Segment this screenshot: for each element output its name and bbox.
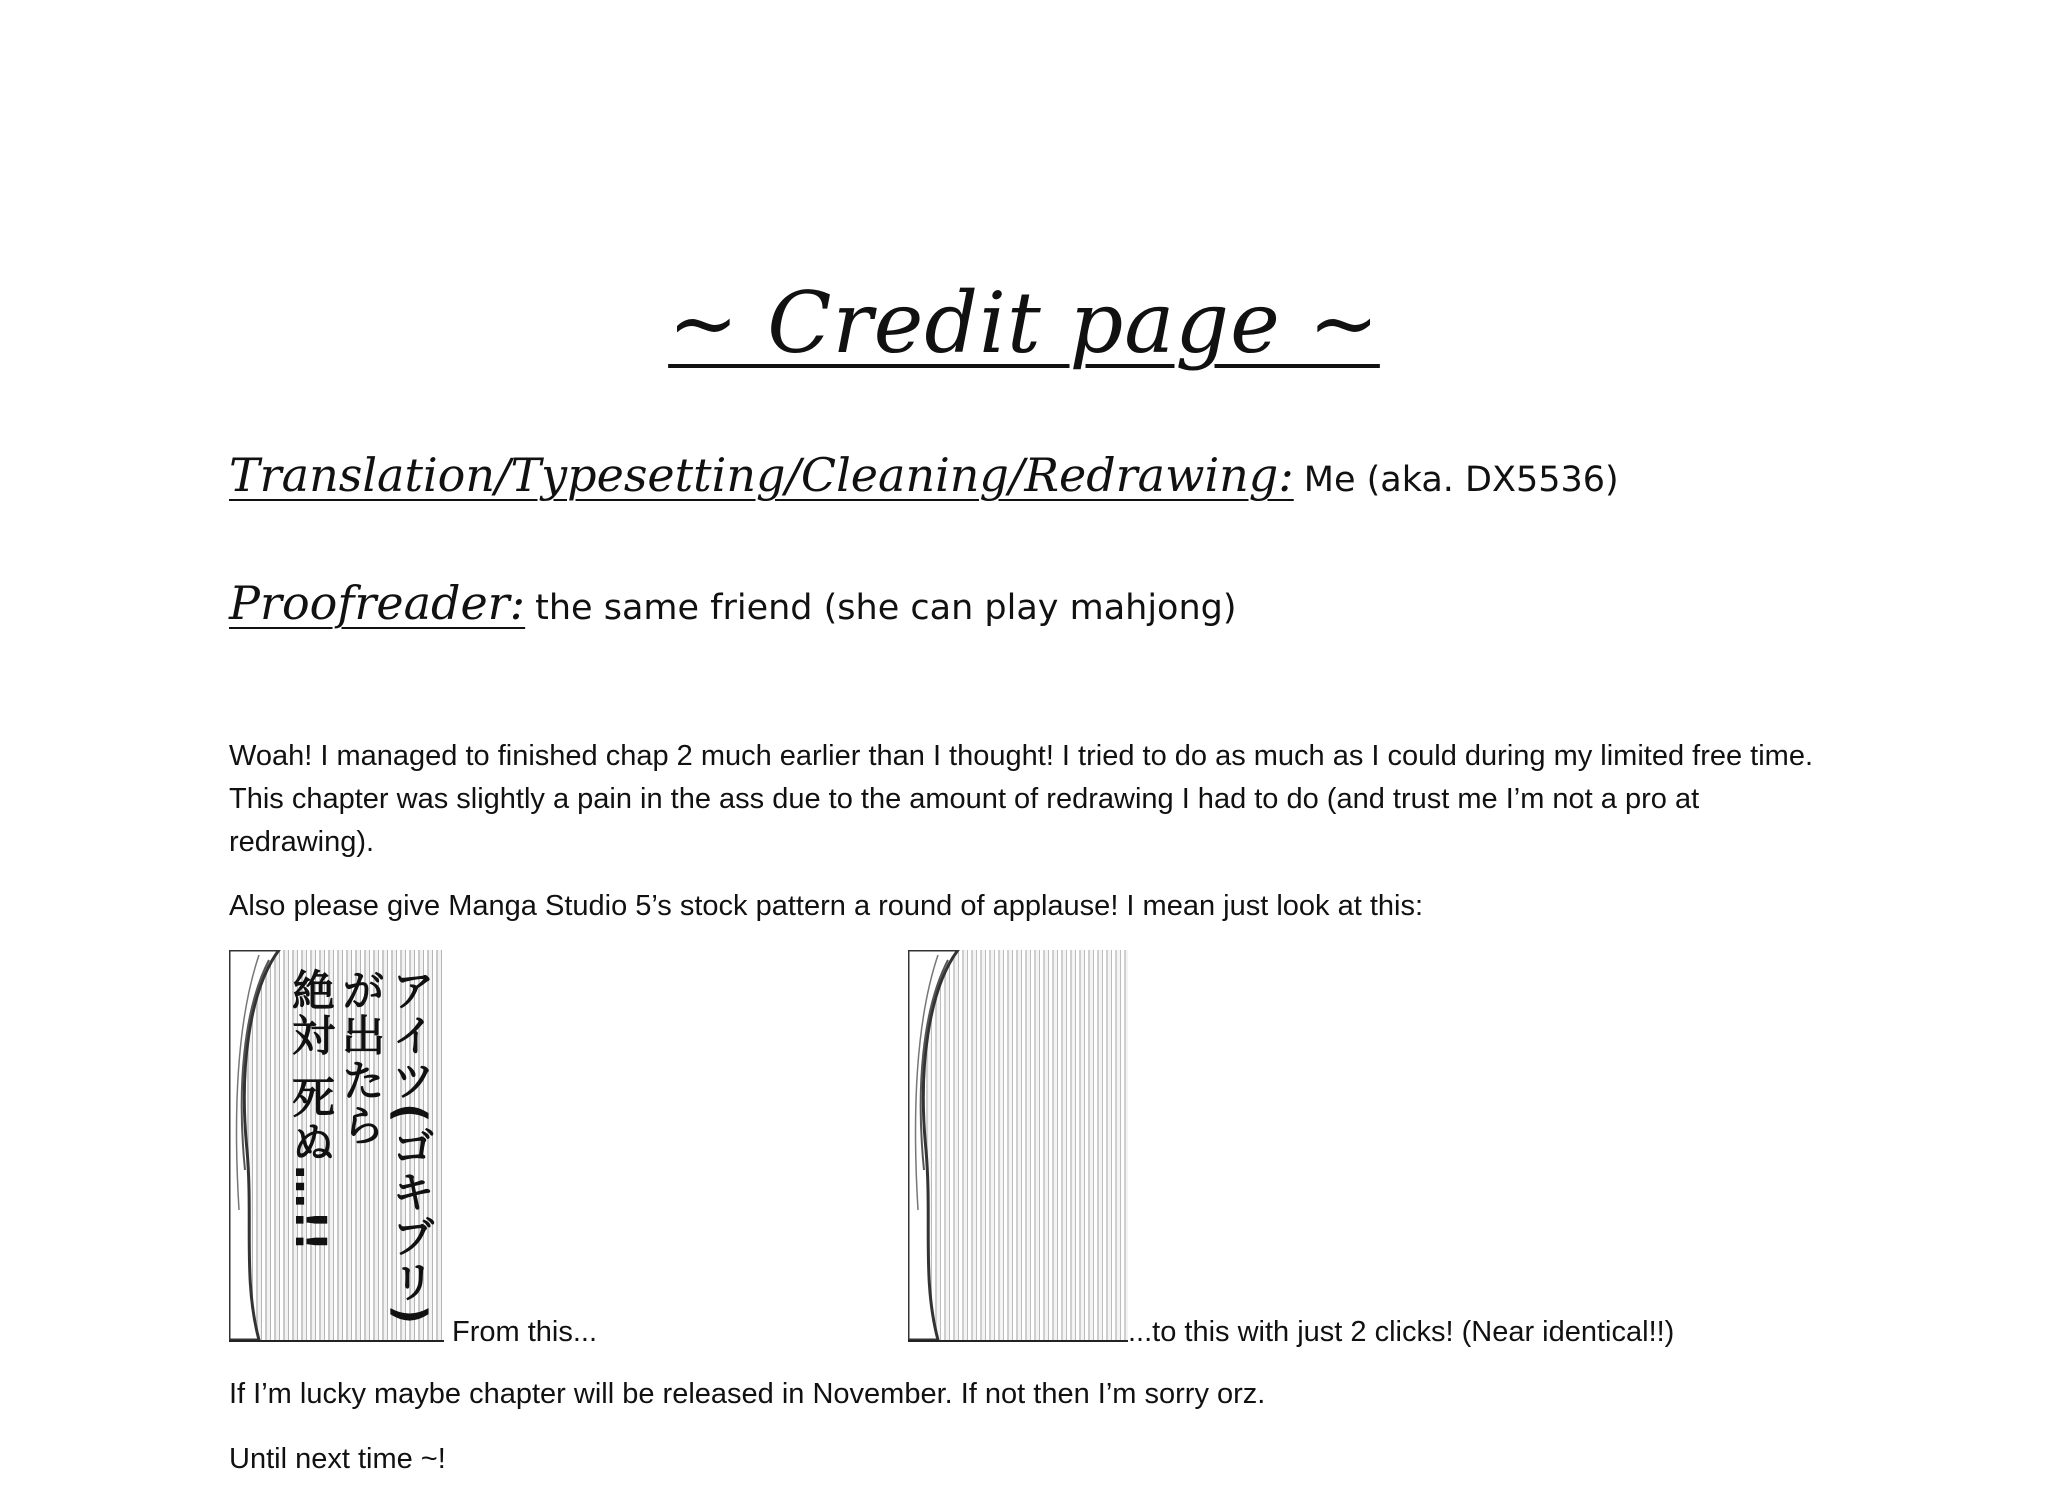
hair-linework-icon (908, 950, 978, 1340)
manga-text-line-1: アイツ(ゴキブリ) (385, 968, 435, 1327)
manga-text-line-3: 絶対 死ぬ…!! (285, 968, 335, 1254)
manga-panel-before (229, 950, 444, 1342)
credit-line-proofreader (229, 578, 1237, 633)
paragraph-applause: Also please give Manga Studio 5’s stock pattern a round of applause! I mean just look at this: (229, 890, 1424, 922)
manga-text-line-2: が出たら (335, 968, 385, 1148)
credit-value-translation: Me (aka. DX5536) (1303, 460, 1619, 500)
credit-role-translation: Translation/Typesetting/Cleaning/Redrawing: (229, 448, 1294, 502)
paragraph-intro: Woah! I managed to finished chap 2 much earlier than I thought! I tried to do as much as I could during my limited free time. This chapter was slightly a pain in the ass due to the amount of redrawing I had to do (and trust me I’m not a pro at redrawing). (229, 740, 1814, 858)
credit-line-translation (229, 450, 1619, 505)
page-title: ~ Credit page ~ (668, 274, 1380, 372)
paragraph-release: If I’m lucky maybe chapter will be released in November. If not then I’m sorry orz. (229, 1378, 1266, 1410)
caption-to: ...to this with just 2 clicks! (Near identical!!) (1128, 1316, 1675, 1348)
credit-role-proofreader: Proofreader: (229, 576, 526, 630)
credit-value-proofreader: the same friend (she can play mahjong) (535, 588, 1237, 628)
paragraph-signoff: Until next time ~! (229, 1443, 446, 1475)
caption-from: From this... (452, 1316, 598, 1348)
manga-panel-after (908, 950, 1128, 1342)
